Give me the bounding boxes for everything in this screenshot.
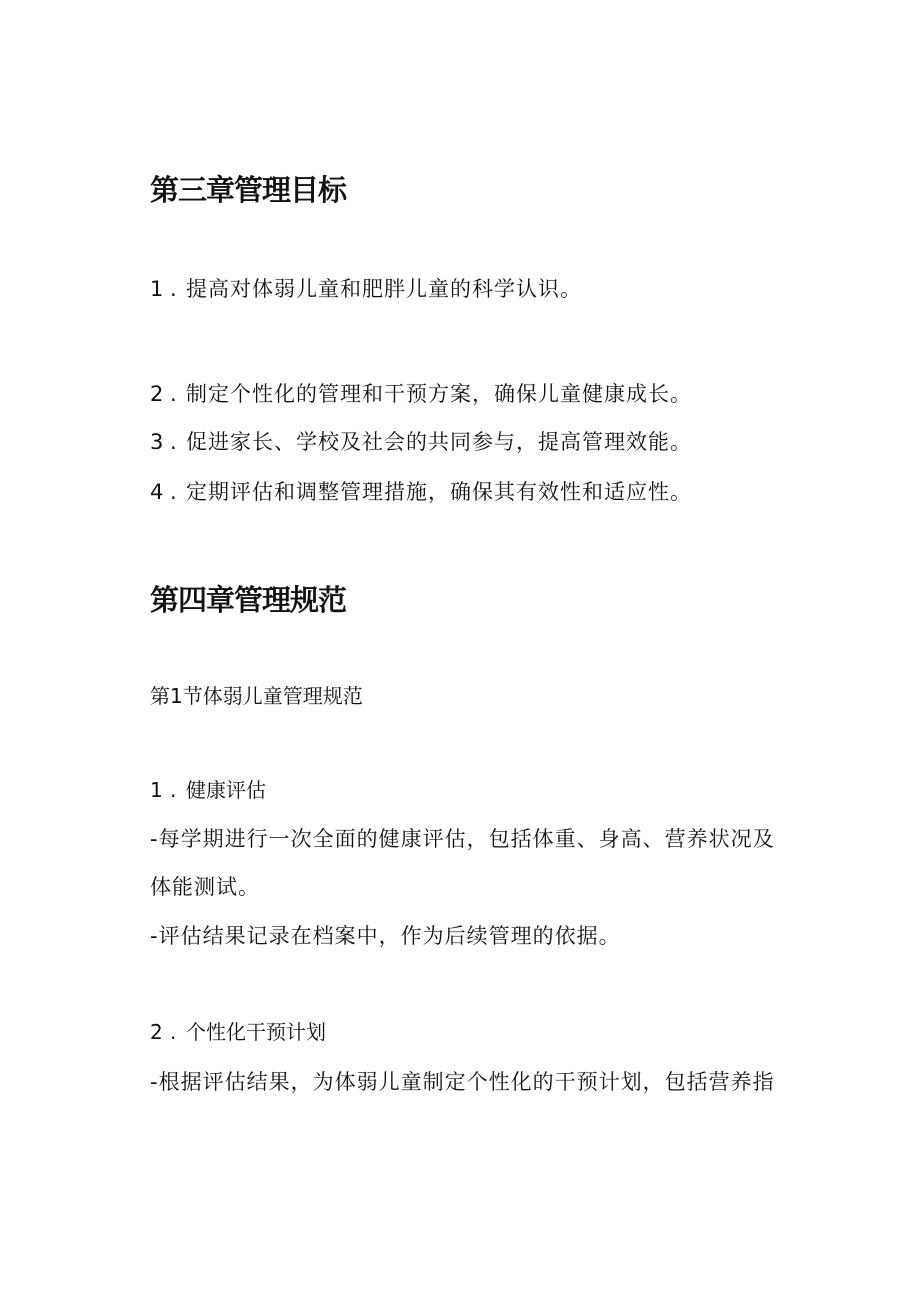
section1-heading: 第1节体弱儿童管理规范 (150, 684, 363, 708)
item-text: 健康评估 (186, 778, 266, 802)
item-dot: . (170, 382, 178, 406)
section1-item-2-title (150, 1016, 326, 1045)
chapter3-item-3 (150, 426, 692, 456)
item-number: 3 (150, 430, 165, 454)
item-2-bullet-1-line-1: -根据评估结果，为体弱儿童制定个性化的干预计划，包括营养指 (150, 1070, 775, 1094)
item-text: 个性化干预计划 (186, 1020, 326, 1044)
item-number: 2 (150, 1020, 163, 1044)
chapter4-heading: 第四章管理规范 (150, 583, 347, 617)
item-text: 制定个性化的管理和干预方案，确保儿童健康成长。 (186, 382, 692, 406)
chapter3-heading: 第三章管理目标 (150, 173, 347, 207)
chapter3-item-2 (150, 378, 692, 408)
item-1-bullet-1-line-1: -每学期进行一次全面的健康评估，包括体重、身高、营养状况及 (150, 827, 775, 851)
item-number: 2 (150, 382, 165, 406)
item-text: 促进家长、学校及社会的共同参与，提高管理效能。 (186, 430, 692, 454)
item-dot: . (170, 277, 178, 301)
item-number: 1 (150, 277, 165, 301)
item-dot: . (170, 480, 178, 504)
chapter3-item-1 (150, 273, 582, 303)
item-number: 1 (150, 778, 163, 802)
item-dot: . (170, 778, 177, 802)
section1-item-1-title (150, 774, 266, 803)
item-1-bullet-1-line-2: 体能测试。 (150, 875, 260, 899)
item-text: 提高对体弱儿童和肥胖儿童的科学认识。 (186, 277, 582, 301)
item-dot: . (170, 1020, 177, 1044)
chapter3-item-4 (150, 476, 692, 506)
item-text: 定期评估和调整管理措施，确保其有效性和适应性。 (186, 480, 692, 504)
item-1-bullet-2: -评估结果记录在档案中，作为后续管理的依据。 (150, 924, 621, 948)
item-dot: . (170, 430, 178, 454)
item-number: 4 (150, 480, 165, 504)
